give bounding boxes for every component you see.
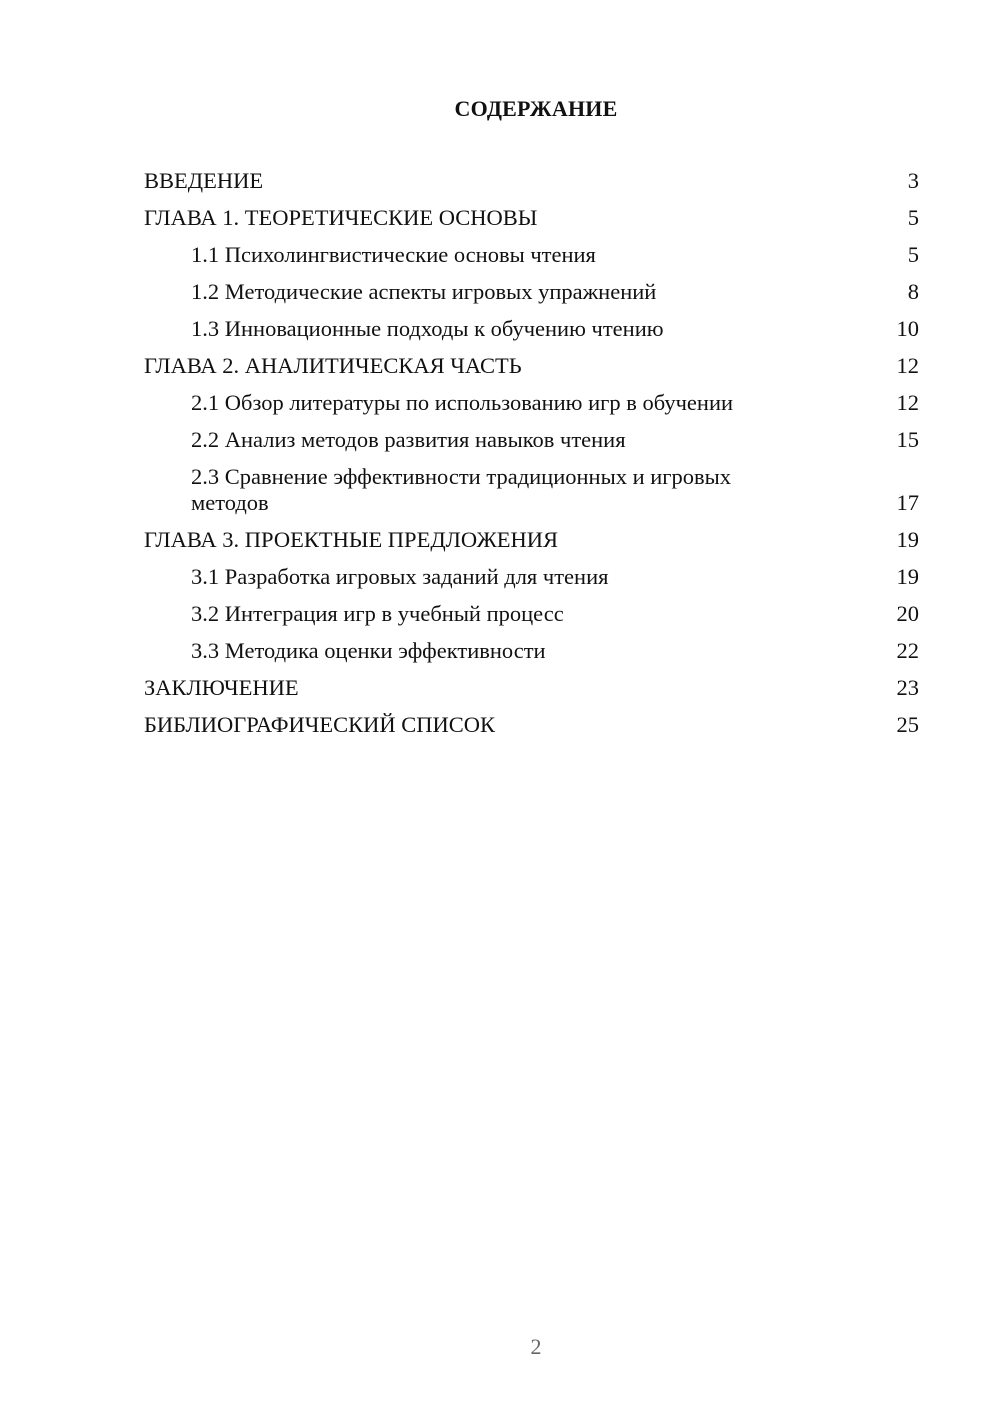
toc-entry-page: 5 [907, 205, 919, 230]
page-number: 2 [530, 1334, 542, 1359]
toc-entry-introduction[interactable] [144, 168, 919, 194]
toc-entry-label: ВВЕДЕНИЕ [144, 168, 264, 193]
toc-entry-page: 12 [896, 390, 919, 415]
toc-entry-chapter-3[interactable] [144, 527, 919, 553]
toc-entry-label: 2.3 Сравнение эффективности традиционных и игровых методов [191, 464, 732, 515]
toc-entry-page: 25 [896, 712, 919, 737]
toc-entry-label: ГЛАВА 2. АНАЛИТИЧЕСКАЯ ЧАСТЬ [144, 353, 522, 378]
toc-entry-section-2-3[interactable] [144, 464, 919, 516]
toc-entry-page: 19 [896, 564, 919, 589]
toc-entry-label: 3.1 Разработка игровых заданий для чтения [191, 564, 609, 589]
toc-entry-page: 20 [896, 601, 919, 626]
toc-entry-page: 15 [896, 427, 919, 452]
table-of-contents [144, 168, 919, 749]
toc-entry-label: 3.2 Интеграция игр в учебный процесс [191, 601, 564, 626]
toc-entry-label: БИБЛИОГРАФИЧЕСКИЙ СПИСОК [144, 712, 496, 737]
toc-entry-label: ГЛАВА 1. ТЕОРЕТИЧЕСКИЕ ОСНОВЫ [144, 205, 538, 230]
toc-entry-section-3-3[interactable] [144, 638, 919, 664]
toc-title: СОДЕРЖАНИЕ [454, 96, 618, 121]
toc-entry-section-3-1[interactable] [144, 564, 919, 590]
toc-entry-label: 1.3 Инновационные подходы к обучению чтению [191, 316, 664, 341]
toc-entry-page: 10 [896, 316, 919, 341]
toc-entry-section-2-2[interactable] [144, 427, 919, 453]
toc-entry-page: 23 [896, 675, 919, 700]
toc-entry-chapter-2[interactable] [144, 353, 919, 379]
toc-entry-label: 2.1 Обзор литературы по использованию игр в обучении [191, 390, 734, 415]
toc-entry-label: ЗАКЛЮЧЕНИЕ [144, 675, 299, 700]
toc-entry-label: ГЛАВА 3. ПРОЕКТНЫЕ ПРЕДЛОЖЕНИЯ [144, 527, 559, 552]
toc-entry-page: 8 [907, 279, 919, 304]
toc-entry-label: 1.1 Психолингвистические основы чтения [191, 242, 596, 267]
toc-entry-section-3-2[interactable] [144, 601, 919, 627]
toc-entry-section-2-1[interactable] [144, 390, 919, 416]
toc-entry-section-1-2[interactable] [144, 279, 919, 305]
toc-entry-page: 17 [896, 490, 919, 515]
toc-entry-section-1-1[interactable] [144, 242, 919, 268]
toc-entry-chapter-1[interactable] [144, 205, 919, 231]
toc-entry-page: 3 [907, 168, 919, 193]
toc-entry-label: 3.3 Методика оценки эффективности [191, 638, 546, 663]
toc-entry-page: 22 [896, 638, 919, 663]
toc-entry-conclusion[interactable] [144, 675, 919, 701]
toc-entry-label: 1.2 Методические аспекты игровых упражнений [191, 279, 657, 304]
toc-entry-page: 12 [896, 353, 919, 378]
toc-entry-page: 19 [896, 527, 919, 552]
toc-entry-section-1-3[interactable] [144, 316, 919, 342]
toc-entry-bibliography[interactable] [144, 712, 919, 738]
toc-entry-page: 5 [907, 242, 919, 267]
toc-entry-label: 2.2 Анализ методов развития навыков чтения [191, 427, 626, 452]
